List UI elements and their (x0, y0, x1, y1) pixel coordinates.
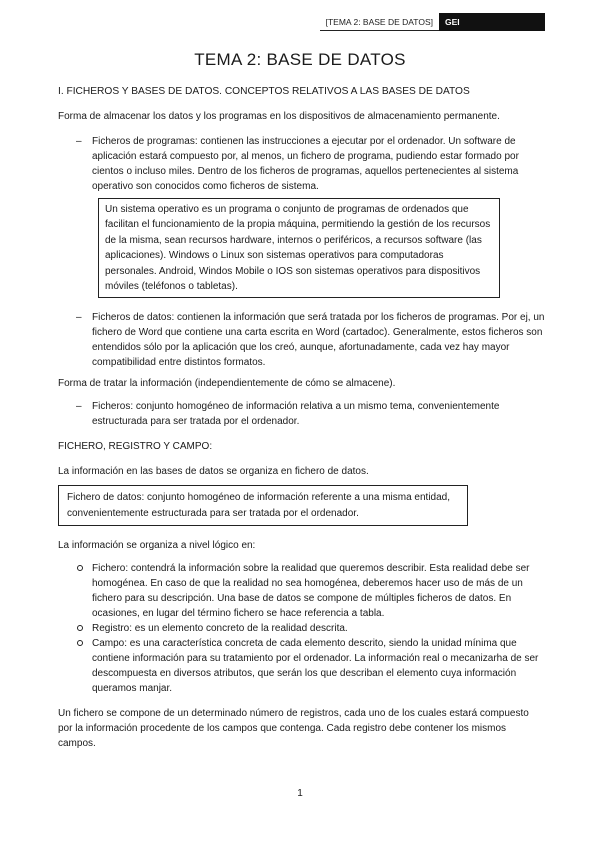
page-number: 1 (297, 788, 303, 799)
definition-text: Fichero de datos: conjunto homogéneo de información referente a una misma entidad, convenientemente estructurada para ser tratada por el ordenador. (67, 492, 451, 519)
list-item (58, 621, 546, 636)
section-heading: I. FICHEROS Y BASES DE DATOS. CONCEPTOS RELATIVOS A LAS BASES DE DATOS (58, 86, 470, 97)
list-item-text: Ficheros de programas: contienen las instrucciones a ejecutar por el ordenador. Un software de aplicación estará compuesto por, al menos, un fichero de programa, pudiendo estar formado por cientos o incluso miles. Dentro de los ficheros de programas, aquellos pertenecientes al sistema operativo son conocidos como ficheros de sistema. (92, 136, 519, 192)
document-body (58, 84, 546, 751)
paragraph: Forma de tratar la información (independientemente de cómo se almacene). (58, 378, 396, 390)
document-title: TEMA 2: BASE DE DATOS (194, 50, 406, 69)
list-item (58, 134, 546, 194)
header-tag: GEI (439, 13, 545, 31)
list-item-text: Ficheros: conjunto homogéneo de información relativa a un mismo tema, convenientemente estructurada para ser tratada por el ordenador. (92, 401, 500, 428)
dash-bullet: – (76, 136, 82, 147)
paragraph: La información en las bases de datos se organiza en fichero de datos. (58, 466, 369, 478)
header-title: [TEMA 2: BASE DE DATOS] (320, 13, 439, 31)
list-item (58, 636, 546, 696)
list-item (58, 310, 546, 370)
list-item-text: Ficheros de datos: contienen la información que será tratada por los ficheros de programas. Por ej, un fichero de Word que contiene una carta escrita en Word (cartadoc). Generalmente, estos ficheros son entendidos sólo por la aplicación que los creó, aunque, afortunadamente, cada vez hay mayor compatibilidad entre distintos formatos. (92, 312, 545, 369)
list-item-text: Fichero: contendrá la información sobre la realidad que queremos describir. Esta realidad debe ser homogénea. En caso de que la realidad no sea homogénea, deberemos hacer uso de más de un fichero para su descripción. Una base de datos se compone de múltiples ficheros de datos. En ocasiones, en lugar del término fichero se hace referencia a tabla. (92, 563, 530, 620)
dash-bullet: – (76, 401, 82, 413)
dash-bullet: – (76, 312, 82, 324)
paragraph: La información se organiza a nivel lógico en: (58, 540, 256, 552)
list-item (58, 561, 546, 621)
paragraph: Un fichero se compone de un determinado número de registros, cada uno de los cuales estará compuesto por la información procedente de los campos que contenga. Cada registro debe contener los mismos campos. (58, 708, 529, 750)
circle-bullet-icon (77, 640, 83, 646)
definition-box (58, 485, 468, 526)
intro-paragraph: Forma de almacenar los datos y los programas en los dispositivos de almacenamiento permanente. (58, 111, 500, 122)
list-item-text: Registro: es un elemento concreto de la realidad descrita. (92, 623, 348, 635)
definition-box (98, 198, 500, 298)
subheading: FICHERO, REGISTRO Y CAMPO: (58, 441, 213, 453)
circle-bullet-icon (77, 625, 83, 631)
list-item-text: Campo: es una característica concreta de cada elemento descrito, siendo la unidad mínima que contiene información para su tratamiento por el ordenador. La información real o mecanizarha de ser descompuesta en diversos atributos, que serán los que describan el elemento cuya información queramos manjar. (92, 638, 539, 695)
page-header (320, 13, 545, 31)
circle-bullet-icon (77, 565, 83, 571)
list-item (58, 399, 546, 429)
definition-text: Un sistema operativo es un programa o conjunto de programas de ordenados que facilitan el funcionamiento de la propia máquina, permitiendo la gestión de los recursos de la misma, sean recursos hardware, internos o periféricos, a recursos software (las aplicaciones). Windows o Linux son sistemas operativos para computadoras personales. Android, Windos Mobile o IOS son sistemas operativos para dispositivos móviles (teléfonos o tabletas). (105, 204, 491, 293)
